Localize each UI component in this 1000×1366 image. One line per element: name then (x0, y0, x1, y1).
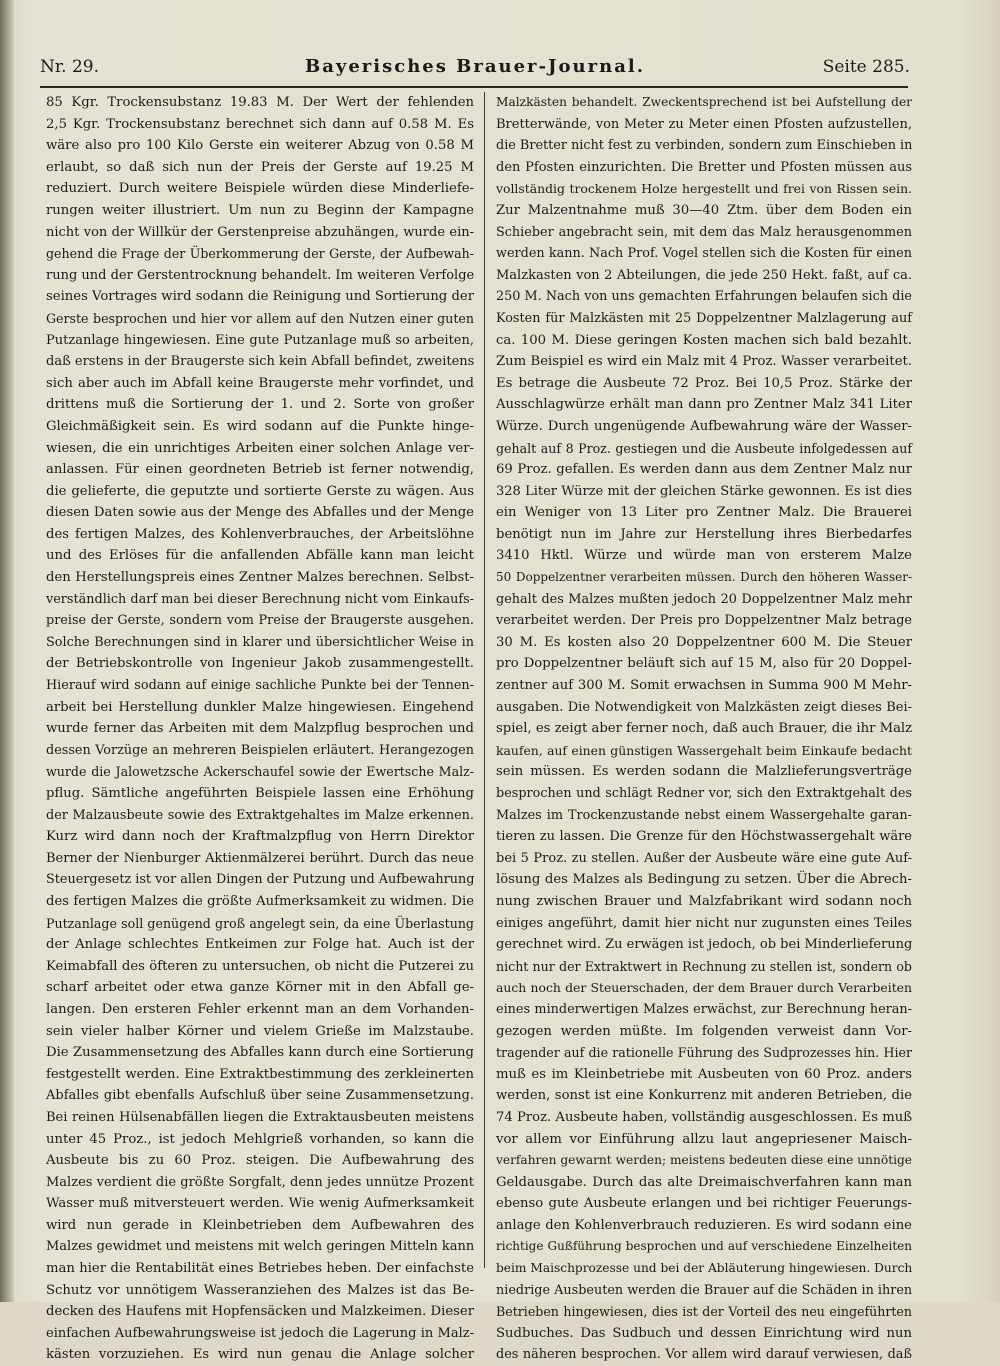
text-line: ebenso gute Ausbeute erlangen und bei richtiger Feuerungs- (496, 1196, 912, 1212)
text-line: Würze. Durch ungenügende Aufbewahrung wäre der Wasser- (496, 418, 912, 434)
text-line: kästen vorzuziehen. Es wird nun genau die Anlage solcher (46, 1347, 474, 1363)
text-line: Es betrage die Ausbeute 72 Proz. Bei 10,5 Proz. Stärke der (496, 375, 912, 391)
text-line: ausgaben. Die Notwendigkeit von Malzkästen zeigt dieses Bei- (496, 699, 912, 715)
text-line: reduziert. Durch weitere Beispiele würden diese Minderliefe- (46, 181, 474, 197)
text-line: Betrieben hingewiesen, dies ist der Vorteil des neu eingeführten (496, 1304, 912, 1320)
text-line: diesen Daten sowie aus der Menge des Abfalles und der Menge (46, 505, 474, 521)
text-line: Zur Malzentnahme muß 30—40 Ztm. über dem Boden ein (496, 202, 912, 218)
header-rule (40, 86, 908, 88)
text-line: 85 Kgr. Trockensubstanz 19.83 M. Der Wert der fehlenden (46, 95, 474, 110)
text-line: des näheren besprochen. Vor allem wird darauf verwiesen, daß (496, 1347, 912, 1363)
text-line: ein Weniger von 13 Liter pro Zentner Malz. Die Brauerei (496, 505, 912, 521)
text-line: scharf arbeitet oder etwa ganze Körner mit in den Abfall ge- (46, 980, 474, 996)
text-line: Malzkästen behandelt. Zweckentsprechend ist bei Aufstellung der (496, 95, 912, 109)
text-line: Berner der Nienburger Aktienmälzerei berührt. Durch das neue (46, 850, 474, 866)
text-line: sein vieler halber Körner und vielem Grieße im Malzstaube. (46, 1023, 474, 1039)
text-line: festgestellt werden. Eine Extraktbestimmung des zerkleinerten (46, 1066, 474, 1082)
text-line: einfachen Aufbewahrungsweise ist jedoch die Lagerung in Malz- (46, 1325, 474, 1341)
text-line: 74 Proz. Ausbeute haben, vollständig ausgeschlossen. Es muß (496, 1109, 913, 1125)
right-text-column (496, 92, 913, 1363)
text-line: Steuergesetz ist vor allen Dingen der Putzung und Aufbewahrung (46, 872, 475, 888)
text-line: Gleichmäßigkeit sein. Es wird sodann auf die Punkte hinge- (46, 418, 474, 434)
text-line: werden, sonst ist eine Konkurrenz mit anderen Betrieben, die (496, 1088, 912, 1104)
text-line: ca. 100 M. Diese geringen Kosten machen sich bald bezahlt. (496, 332, 912, 348)
text-line: der Betriebskontrolle von Ingenieur Jakob zusammengestellt. (46, 656, 474, 672)
text-line: eines minderwertigen Malzes erwächst, zur Berechnung heran- (496, 1001, 912, 1017)
text-line: Keimabfall des öfteren zu untersuchen, ob nicht die Putzerei zu (46, 958, 474, 974)
text-line: verständlich darf man bei dieser Berechnung nicht vom Einkaufs- (46, 591, 474, 607)
page-number: Seite 285. (822, 57, 910, 77)
text-line: wäre also pro 100 Kilo Gerste ein weiterer Abzug von 0.58 M (46, 138, 474, 154)
text-line: Gerste besprochen und hier vor allem auf den Nutzen einer guten (46, 310, 474, 326)
text-line: nung zwischen Brauer und Malzfabrikant wird sodann noch (496, 893, 912, 909)
text-line: decken des Haufens mit Hopfensäcken und Malzkeimen. Dieser (46, 1304, 474, 1320)
text-line: Kurz wird dann noch der Kraftmalzpflug von Herrn Direktor (46, 829, 474, 845)
text-line: gehalt auf 8 Proz. gestiegen und die Ausbeute infolgedessen auf (496, 440, 912, 456)
text-line: Schieber angebracht sein, mit dem das Malz herausgenommen (496, 224, 912, 240)
text-line: wurde die Jalowetzsche Ackerschaufel sowie der Ewertsche Malz- (46, 764, 474, 780)
text-line: vor allem vor Einführung allzu laut angepriesener Maisch- (496, 1131, 912, 1147)
text-line: Zum Beispiel es wird ein Malz mit 4 Proz. Wasser verarbeitet. (496, 354, 912, 370)
text-line: erlaubt, so daß sich nun der Preis der Gerste auf 19.25 M (46, 159, 474, 175)
text-line: des fertigen Malzes, des Kohlenverbrauches, der Arbeitslöhne (46, 526, 474, 542)
text-line: dessen Vorzüge an mehreren Beispielen erläutert. Herangezogen (46, 742, 474, 758)
text-line: Ausschlagwürze erhält man dann pro Zentner Malz 341 Liter (496, 397, 912, 413)
text-line: wurde ferner das Arbeiten mit dem Malzpflug besprochen und (46, 721, 474, 737)
text-line: tieren zu lassen. Die Grenze für den Höchstwassergehalt wäre (496, 829, 912, 845)
text-line: der Malzausbeute sowie des Extraktgehaltes im Malze erkennen. (46, 807, 474, 823)
text-line: den Pfosten einzurichten. Die Bretter und Pfosten müssen aus (496, 159, 912, 175)
text-line: Putzanlage soll genügend groß angelegt sein, da eine Überlastung (46, 915, 474, 931)
text-line: nicht nur der Extraktwert in Rechnung zu stellen ist, sondern ob (496, 958, 912, 974)
text-line: anlassen. Für einen geordneten Betrieb ist ferner notwendig, (46, 462, 474, 478)
text-line: Sudbuches. Das Sudbuch und dessen Einrichtung wird nun (496, 1325, 912, 1341)
text-line: 250 M. Nach von uns gemachten Erfahrungen belaufen sich die (496, 289, 912, 305)
text-line: 328 Liter Würze mit der gleichen Stärke gewonnen. Es ist dies (496, 483, 912, 499)
text-line: Hierauf wird sodann auf einige sachliche Punkte bei der Tennen- (46, 678, 474, 694)
text-line: gezogen werden müßte. Im folgenden verweist dann Vor- (496, 1023, 912, 1039)
book-binding-edge (0, 0, 14, 1302)
text-line: einiges angeführt, damit hier nicht nur zugunsten eines Teiles (496, 915, 912, 931)
text-line: bei 5 Proz. zu stellen. Außer der Ausbeute wäre eine gute Auf- (496, 850, 912, 866)
text-line: Ausbeute bis zu 60 Proz. steigen. Die Aufbewahrung des (46, 1153, 474, 1169)
text-line: auch noch der Steuerschaden, der dem Brauer durch Verarbeiten (496, 980, 912, 996)
text-line: wiesen, die ein unrichtiges Arbeiten einer solchen Anlage ver- (46, 440, 474, 456)
text-line: niedrige Ausbeuten werden die Brauer auf die Schäden in ihren (496, 1282, 913, 1298)
text-line: zentner auf 300 M. Somit erwachsen in Summa 900 M Mehr- (496, 678, 912, 694)
text-line: sich aber auch im Abfall keine Braugerste mehr vorfindet, und (46, 375, 474, 391)
text-line: besprochen und schlägt Redner vor, sich den Extraktgehalt des (496, 786, 912, 801)
text-line: spiel, es zeigt aber ferner noch, daß auch Brauer, die ihr Malz (496, 721, 913, 737)
text-line: kaufen, auf einen günstigen Wassergehalt beim Einkaufe bedacht (496, 742, 912, 758)
text-line: sein müssen. Es werden sodann die Malzlieferungsverträge (496, 764, 912, 780)
text-line: arbeit bei Herstellung dunkler Malze hingewiesen. Eingehend (46, 699, 474, 715)
running-header (40, 52, 910, 88)
text-line: drittens muß die Sortierung der 1. und 2. Sorte von großer (46, 397, 474, 413)
text-line: 50 Doppelzentner verarbeiten müssen. Durch den höheren Wasser- (496, 570, 912, 585)
text-line: daß erstens in der Braugerste sich kein Abfall befindet, zweitens (46, 354, 475, 370)
text-line: Putzanlage hingewiesen. Eine gute Putzanlage muß so arbeiten, (46, 332, 474, 348)
text-line: Malzes im Trockenzustande nebst einem Wassergehalte garan- (496, 807, 912, 823)
issue-number: Nr. 29. (40, 57, 99, 77)
text-line: pflug. Sämtliche angeführten Beispiele lassen eine Erhöhung (46, 786, 474, 801)
text-line: Malzkasten von 2 Abteilungen, die jede 250 Hekt. faßt, auf ca. (496, 267, 912, 283)
text-line: unter 45 Proz., ist jedoch Mehlgrieß vorhanden, so kann die (46, 1131, 474, 1147)
text-line: 30 M. Es kosten also 20 Doppelzentner 600 M. Die Steuer (496, 634, 912, 650)
text-line: lösung des Malzes als Bedingung zu setzen. Über die Abrech- (496, 872, 912, 888)
text-line: nicht von der Willkür der Gerstenpreise abzuhängen, wurde ein- (46, 224, 474, 240)
column-divider (484, 92, 485, 1268)
text-line: Bretterwände, von Meter zu Meter einen Pfosten aufzustellen, (496, 116, 912, 132)
text-line: Schutz vor unnötigem Wasseranziehen des Malzes ist das Be- (46, 1282, 474, 1298)
text-line: gehend die Frage der Überkommerung der Gerste, der Aufbewah- (46, 246, 474, 262)
text-line: werden kann. Nach Prof. Vogel stellen sich die Kosten für einen (496, 246, 912, 262)
journal-title: Bayerisches Brauer-Journal. (305, 56, 645, 77)
text-line: man hier die Rentabilität eines Betriebes heben. Der einfachste (46, 1261, 474, 1277)
text-line: die gelieferte, die geputzte und sortierte Gerste zu wägen. Aus (46, 483, 474, 499)
text-line: Solche Berechnungen sind in klarer und übersichtlicher Weise in (46, 634, 474, 650)
text-line: beim Maischprozesse und bei der Abläuterung hingewiesen. Durch (496, 1261, 913, 1276)
text-line: pro Doppelzentner beläuft sich auf 15 M, also für 20 Doppel- (496, 656, 912, 672)
text-line: die Bretter nicht fest zu verbinden, sondern zum Einschieben in (496, 138, 913, 154)
text-line: Bei reinen Hülsenabfällen liegen die Extraktausbeuten meistens (46, 1109, 474, 1125)
text-line: muß es im Kleinbetriebe mit Ausbeuten von 60 Proz. anders (496, 1066, 912, 1082)
text-line: tragender auf die rationelle Führung des Sudprozesses hin. Hier (496, 1045, 912, 1061)
text-line: vollständig trockenem Holze hergestellt und frei von Rissen sein. (496, 181, 912, 197)
text-line: Die Zusammensetzung des Abfalles kann durch eine Sortierung (46, 1045, 474, 1061)
left-text-column (46, 92, 475, 1363)
text-line: Abfalles gibt ebenfalls Aufschluß über seine Zusammensetzung. (46, 1088, 474, 1104)
text-line: gehalt des Malzes mußten jedoch 20 Doppelzentner Malz mehr (496, 591, 912, 607)
text-line: den Herstellungspreis eines Zentner Malzes berechnen. Selbst- (46, 570, 474, 586)
text-line: des fertigen Malzes die größte Aufmerksamkeit zu widmen. Die (46, 893, 474, 909)
text-line: Wasser muß mitversteuert werden. Wie wenig Aufmerksamkeit (46, 1196, 474, 1212)
text-line: anlage den Kohlenverbrauch reduzieren. Es wird sodann eine (496, 1217, 912, 1233)
text-line: Geldausgabe. Durch das alte Dreimaischverfahren kann man (496, 1174, 912, 1190)
text-line: 69 Proz. gefallen. Es werden dann aus dem Zentner Malz nur (496, 462, 912, 478)
text-line: Kosten für Malzkästen mit 25 Doppelzentner Malzlagerung auf (496, 310, 912, 326)
text-line: rungen weiter illustriert. Um nun zu Beginn der Kampagne (46, 202, 474, 218)
text-line: und des Erlöses für die anfallenden Abfälle kann man leicht (46, 548, 474, 564)
text-line: 2,5 Kgr. Trockensubstanz berechnet sich dann auf 0.58 M. Es (46, 116, 474, 132)
text-line: verarbeitet werden. Der Preis pro Doppelzentner Malz betrage (496, 613, 912, 629)
text-line: richtige Gußführung besprochen und auf verschiedene Einzelheiten (496, 1239, 912, 1254)
text-line: preise der Gerste, sondern vom Preise der Braugerste ausgehen. (46, 613, 474, 629)
text-line: gerechnet wird. Zu erwägen ist jedoch, ob bei Minderlieferung (496, 937, 913, 953)
text-line: der Anlage schlechtes Entkeimen zur Folge hat. Auch ist der (46, 937, 474, 953)
text-line: Malzes verdient die größte Sorgfalt, denn jedes unnütze Prozent (46, 1174, 474, 1190)
text-line: rung und der Gerstentrocknung behandelt. Im weiteren Verfolge (46, 267, 475, 283)
text-line: verfahren gewarnt werden; meistens bedeuten diese eine unnötige (496, 1153, 912, 1168)
text-line: Malzes gewidmet und meistens mit welch geringen Mitteln kann (46, 1239, 475, 1255)
text-line: wird nun gerade in Kleinbetrieben dem Aufbewahren des (46, 1217, 474, 1233)
text-line: seines Vortrages wird sodann die Reinigung und Sortierung der (46, 289, 474, 305)
text-line: benötigt nun im Jahre zur Herstellung ihres Bierbedarfes (496, 526, 912, 542)
text-line: 3410 Hktl. Würze und würde man von ersterem Malze (496, 548, 912, 564)
text-line: langen. Den ersteren Fehler erkennt man an dem Vorhanden- (46, 1001, 474, 1017)
